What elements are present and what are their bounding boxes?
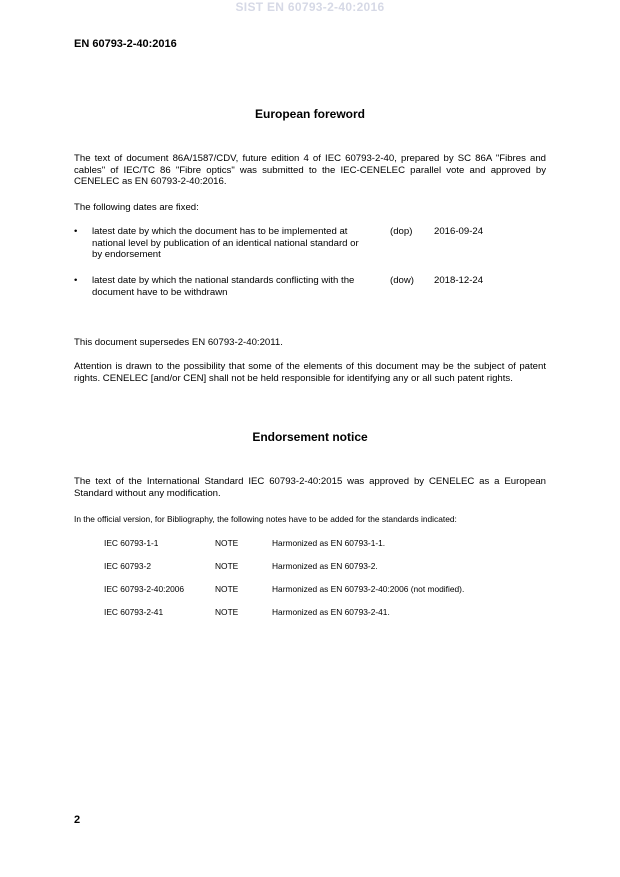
- date-item-date: 2018-12-24: [434, 275, 484, 286]
- standard-note-text: Harmonized as EN 60793-2-40:2006 (not modified).: [272, 584, 465, 594]
- standard-note-text: Harmonized as EN 60793-1-1.: [272, 538, 386, 548]
- standard-id: IEC 60793-1-1: [104, 538, 159, 548]
- watermark: SIST EN 60793-2-40:2016: [235, 0, 385, 14]
- standard-id: IEC 60793-2-40:2006: [104, 584, 185, 594]
- date-item-code: (dow): [390, 275, 414, 286]
- foreword-intro: The text of document 86A/1587/CDV, future edition 4 of IEC 60793-2-40, prepared by SC 86A "Fibres and cables" of IEC/TC 86 "Fibre optics" was submitted to the IEC-CENELEC parallel vote and approved by CENELEC as EN 60793-2-40:2016.: [74, 153, 546, 188]
- document-id-header: EN 60793-2-40:2016: [74, 38, 177, 50]
- standard-note-text: Harmonized as EN 60793-2-41.: [272, 607, 390, 617]
- date-item-date: 2016-09-24: [434, 226, 484, 237]
- standard-id: IEC 60793-2: [104, 561, 152, 571]
- patent-text: Attention is drawn to the possibility that some of the elements of this document may be the subject of patent rights. CENELEC [and/or CEN] shall not be held responsible for identifying any or all such patent rights.: [74, 361, 546, 384]
- endorsement-text: The text of the International Standard IEC 60793-2-40:2015 was approved by CENELEC as a European Standard without any modification.: [74, 476, 546, 499]
- bullet: •: [74, 226, 78, 237]
- page-number: 2: [74, 814, 81, 826]
- endorsement-title: Endorsement notice: [252, 430, 368, 444]
- foreword-title: European foreword: [254, 107, 365, 121]
- standard-note-label: NOTE: [215, 538, 239, 548]
- date-item-code: (dop): [390, 226, 413, 237]
- standard-note-text: Harmonized as EN 60793-2.: [272, 561, 378, 571]
- bibliography-note: In the official version, for Bibliography, the following notes have to be added for the standards indicated:: [74, 514, 457, 524]
- supersedes-text: This document supersedes EN 60793-2-40:2011.: [74, 337, 283, 348]
- standard-note-label: NOTE: [215, 584, 239, 594]
- standard-note-label: NOTE: [215, 561, 239, 571]
- date-item-text: latest date by which the document has to be implemented at national level by publication of an identical national standard or by endorsement: [92, 226, 359, 261]
- standard-note-label: NOTE: [215, 607, 239, 617]
- date-item-text: latest date by which the national standards conflicting with the document have to be withdrawn: [92, 275, 355, 298]
- dates-intro: The following dates are fixed:: [74, 202, 199, 213]
- bullet: •: [74, 275, 78, 286]
- standard-id: IEC 60793-2-41: [104, 607, 164, 617]
